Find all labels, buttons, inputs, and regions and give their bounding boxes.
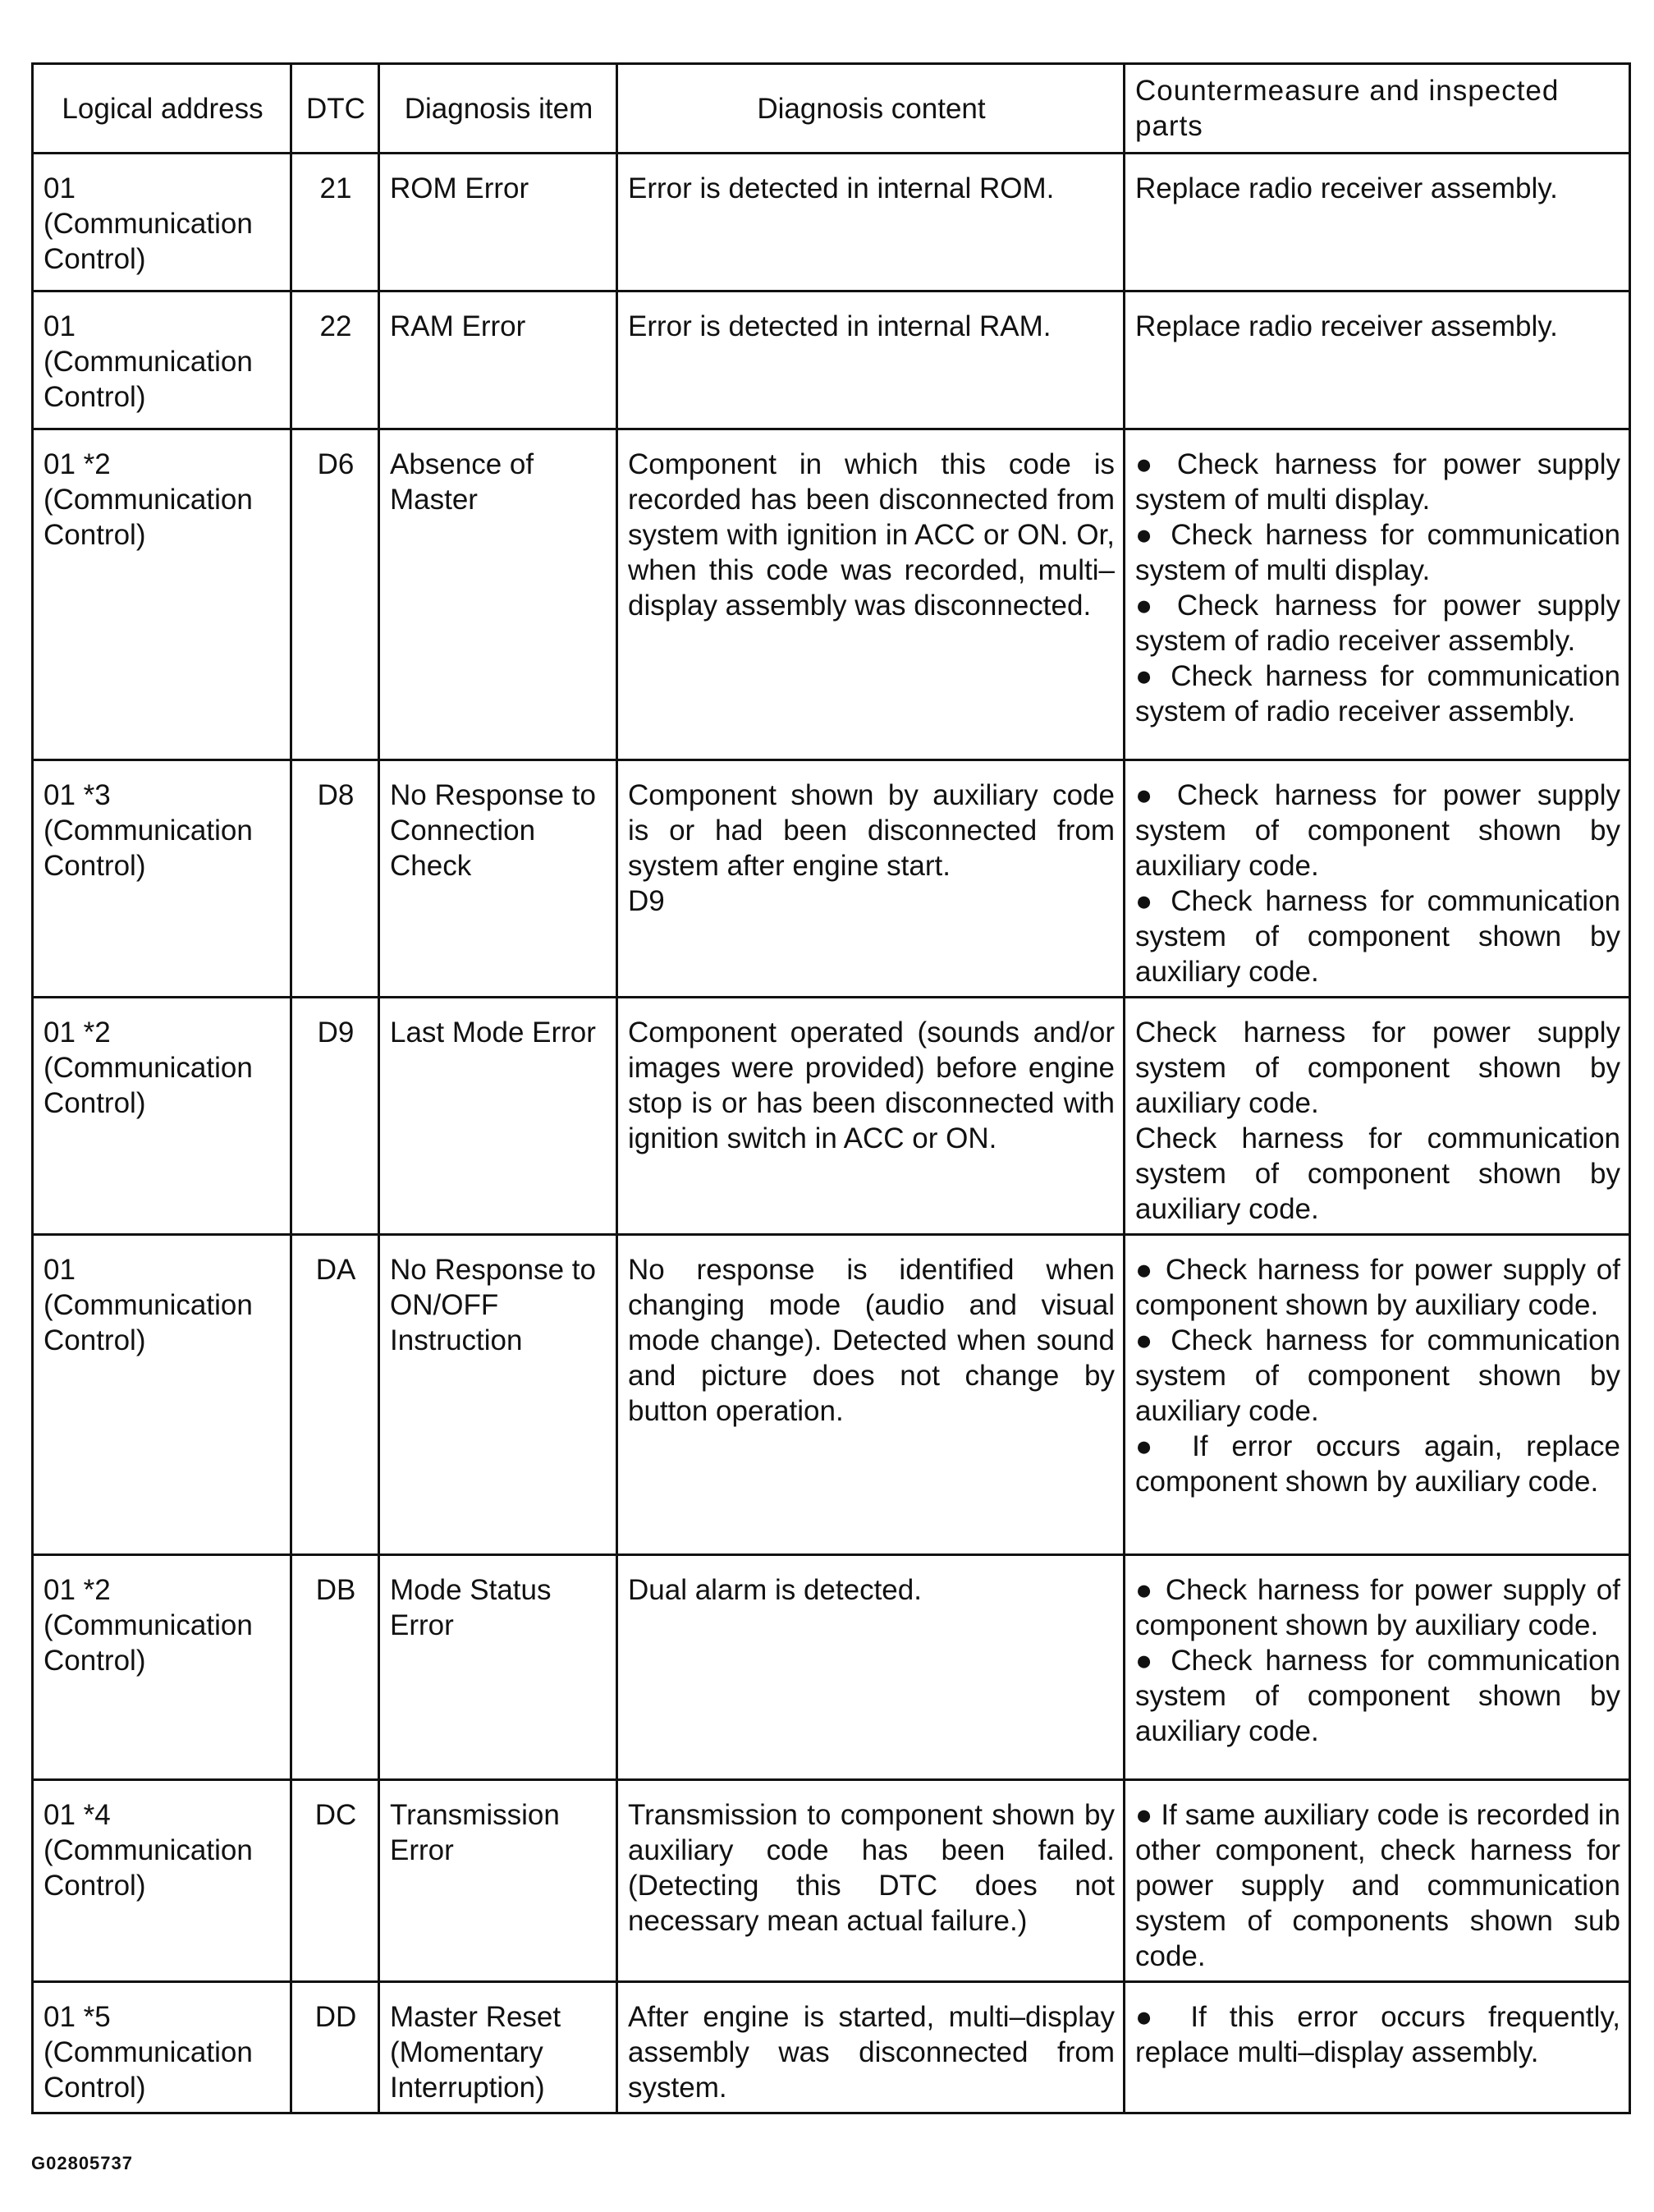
cell-countermeasure xyxy=(1125,1780,1630,1982)
address-code: 01 *3 xyxy=(44,779,111,811)
address-code: 01 xyxy=(44,172,76,204)
table-row xyxy=(33,429,1630,760)
header-countermeasure: Countermeasure and inspected parts xyxy=(1125,64,1630,154)
countermeasure-item: ● If same auxiliary code is recorded in other component, check harness for power supply and communication system of components shown sub code. xyxy=(1135,1799,1620,1972)
header-row xyxy=(33,64,1630,154)
content-text: Transmission to component shown by auxiliary code has been failed. (Detecting this DTC does not necessary mean actual failure.) xyxy=(628,1799,1123,1937)
table-body xyxy=(33,154,1630,2113)
address-code: 01 *5 xyxy=(44,2001,111,2033)
cell-diagnosis-content xyxy=(617,154,1125,291)
content-text: Error is detected in internal ROM. xyxy=(628,172,1055,204)
content-extra: D9 xyxy=(628,885,665,917)
content-text: After engine is started, multi–display assembly was disconnected from system. xyxy=(628,2001,1123,2104)
cell-logical-address xyxy=(33,998,291,1235)
cell-diagnosis-item: Absence of Master xyxy=(379,429,617,760)
content-text: Component operated (sounds and/or images were provided) before engine stop is or has been disconnected with ignition switch in ACC or ON. xyxy=(628,1017,1123,1154)
countermeasure-item: ● If this error occurs frequently, replace multi–display assembly. xyxy=(1135,2001,1620,2068)
cell-diagnosis-item: No Response to Connection Check xyxy=(379,760,617,998)
cell-diagnosis-content xyxy=(617,998,1125,1235)
table-row xyxy=(33,1555,1630,1780)
content-text: Dual alarm is detected. xyxy=(628,1574,922,1606)
countermeasure-item: ● Check harness for communication system of component shown by auxiliary code. xyxy=(1135,885,1620,988)
cell-diagnosis-item: RAM Error xyxy=(379,291,617,429)
countermeasure-item: ● Check harness for power supply system of multi display. xyxy=(1135,448,1620,516)
cell-diagnosis-content xyxy=(617,1235,1125,1555)
address-note: (Communication Control) xyxy=(44,815,261,882)
cell-diagnosis-content xyxy=(617,1780,1125,1982)
cell-logical-address xyxy=(33,291,291,429)
address-note: (Communication Control) xyxy=(44,1289,261,1356)
table-row xyxy=(33,1982,1630,2113)
countermeasure-item: ● Check harness for communication system of component shown by auxiliary code. xyxy=(1135,1324,1620,1427)
cell-diagnosis-item: Last Mode Error xyxy=(379,998,617,1235)
cell-logical-address xyxy=(33,760,291,998)
table-row xyxy=(33,291,1630,429)
header-diagnosis-content: Diagnosis content xyxy=(617,64,1125,154)
cell-dtc: DA xyxy=(291,1235,379,1555)
content-text: Component shown by auxiliary code is or had been disconnected from system after engine start. xyxy=(628,779,1123,882)
address-note: (Communication Control) xyxy=(44,1834,261,1902)
countermeasure-item: Check harness for communication system of component shown by auxiliary code. xyxy=(1135,1122,1620,1225)
cell-diagnosis-item: Master Reset (Momentary Interruption) xyxy=(379,1982,617,2113)
cell-logical-address xyxy=(33,1780,291,1982)
header-diagnosis-item: Diagnosis item xyxy=(379,64,617,154)
cell-countermeasure xyxy=(1125,1235,1630,1555)
cell-dtc: 22 xyxy=(291,291,379,429)
table-row xyxy=(33,760,1630,998)
address-note: (Communication Control) xyxy=(44,2036,261,2104)
content-text: Component in which this code is recorded has been disconnected from system with ignition in ACC or ON. Or, when this code was recorded, multi–display assembly was disconnected. xyxy=(628,448,1123,622)
cell-dtc: D8 xyxy=(291,760,379,998)
table-row xyxy=(33,1235,1630,1555)
countermeasure-item: ● Check harness for communication system of component shown by auxiliary code. xyxy=(1135,1645,1620,1747)
table-header xyxy=(33,64,1630,154)
cell-countermeasure xyxy=(1125,1555,1630,1780)
countermeasure-item: ● Check harness for communication system of radio receiver assembly. xyxy=(1135,660,1620,727)
cell-diagnosis-item: Transmission Error xyxy=(379,1780,617,1982)
countermeasure-item: Replace radio receiver assembly. xyxy=(1135,310,1558,342)
countermeasure-item: ● Check harness for communication system of multi display. xyxy=(1135,519,1620,586)
address-note: (Communication Control) xyxy=(44,484,261,551)
countermeasure-item: ● Check harness for power supply of component shown by auxiliary code. xyxy=(1135,1574,1620,1641)
cell-countermeasure xyxy=(1125,998,1630,1235)
content-text: No response is identified when changing mode (audio and visual mode change). Detected when sound and picture does not change by button operation. xyxy=(628,1254,1123,1427)
cell-countermeasure xyxy=(1125,291,1630,429)
address-note: (Communication Control) xyxy=(44,1052,261,1119)
header-dtc: DTC xyxy=(291,64,379,154)
cell-dtc: DD xyxy=(291,1982,379,2113)
cell-dtc: DB xyxy=(291,1555,379,1780)
cell-diagnosis-content xyxy=(617,1555,1125,1780)
cell-countermeasure xyxy=(1125,429,1630,760)
address-code: 01 xyxy=(44,310,76,342)
content-text: Error is detected in internal RAM. xyxy=(628,310,1052,342)
cell-diagnosis-content xyxy=(617,291,1125,429)
cell-diagnosis-item: Mode Status Error xyxy=(379,1555,617,1780)
cell-logical-address xyxy=(33,1555,291,1780)
countermeasure-item: Check harness for power supply system of component shown by auxiliary code. xyxy=(1135,1017,1620,1119)
address-code: 01 *2 xyxy=(44,1017,111,1049)
cell-diagnosis-content xyxy=(617,429,1125,760)
address-note: (Communication Control) xyxy=(44,1609,261,1677)
cell-logical-address xyxy=(33,1235,291,1555)
cell-dtc: DC xyxy=(291,1780,379,1982)
countermeasure-item: ● Check harness for power supply system of radio receiver assembly. xyxy=(1135,590,1620,657)
figure-id: G02805737 xyxy=(31,2153,133,2173)
address-code: 01 xyxy=(44,1254,76,1286)
countermeasure-item: ● Check harness for power supply system of component shown by auxiliary code. xyxy=(1135,779,1620,882)
cell-diagnosis-item: ROM Error xyxy=(379,154,617,291)
address-code: 01 *2 xyxy=(44,1574,111,1606)
cell-dtc: 21 xyxy=(291,154,379,291)
cell-logical-address xyxy=(33,429,291,760)
dtc-table xyxy=(31,62,1631,2114)
table-row xyxy=(33,154,1630,291)
cell-logical-address xyxy=(33,154,291,291)
cell-countermeasure xyxy=(1125,154,1630,291)
cell-countermeasure xyxy=(1125,1982,1630,2113)
address-note: (Communication Control) xyxy=(44,208,261,275)
countermeasure-item: Replace radio receiver assembly. xyxy=(1135,172,1558,204)
cell-dtc: D9 xyxy=(291,998,379,1235)
cell-diagnosis-content xyxy=(617,1982,1125,2113)
address-note: (Communication Control) xyxy=(44,346,261,413)
address-code: 01 *4 xyxy=(44,1799,111,1831)
header-logical-address: Logical address xyxy=(33,64,291,154)
cell-logical-address xyxy=(33,1982,291,2113)
table-row xyxy=(33,998,1630,1235)
cell-countermeasure xyxy=(1125,760,1630,998)
table-row xyxy=(33,1780,1630,1982)
countermeasure-item: ● Check harness for power supply of component shown by auxiliary code. xyxy=(1135,1254,1620,1321)
cell-diagnosis-item: No Response to ON/OFF Instruction xyxy=(379,1235,617,1555)
countermeasure-item: ● If error occurs again, replace component shown by auxiliary code. xyxy=(1135,1430,1620,1498)
address-code: 01 *2 xyxy=(44,448,111,480)
cell-diagnosis-content xyxy=(617,760,1125,998)
cell-dtc: D6 xyxy=(291,429,379,760)
